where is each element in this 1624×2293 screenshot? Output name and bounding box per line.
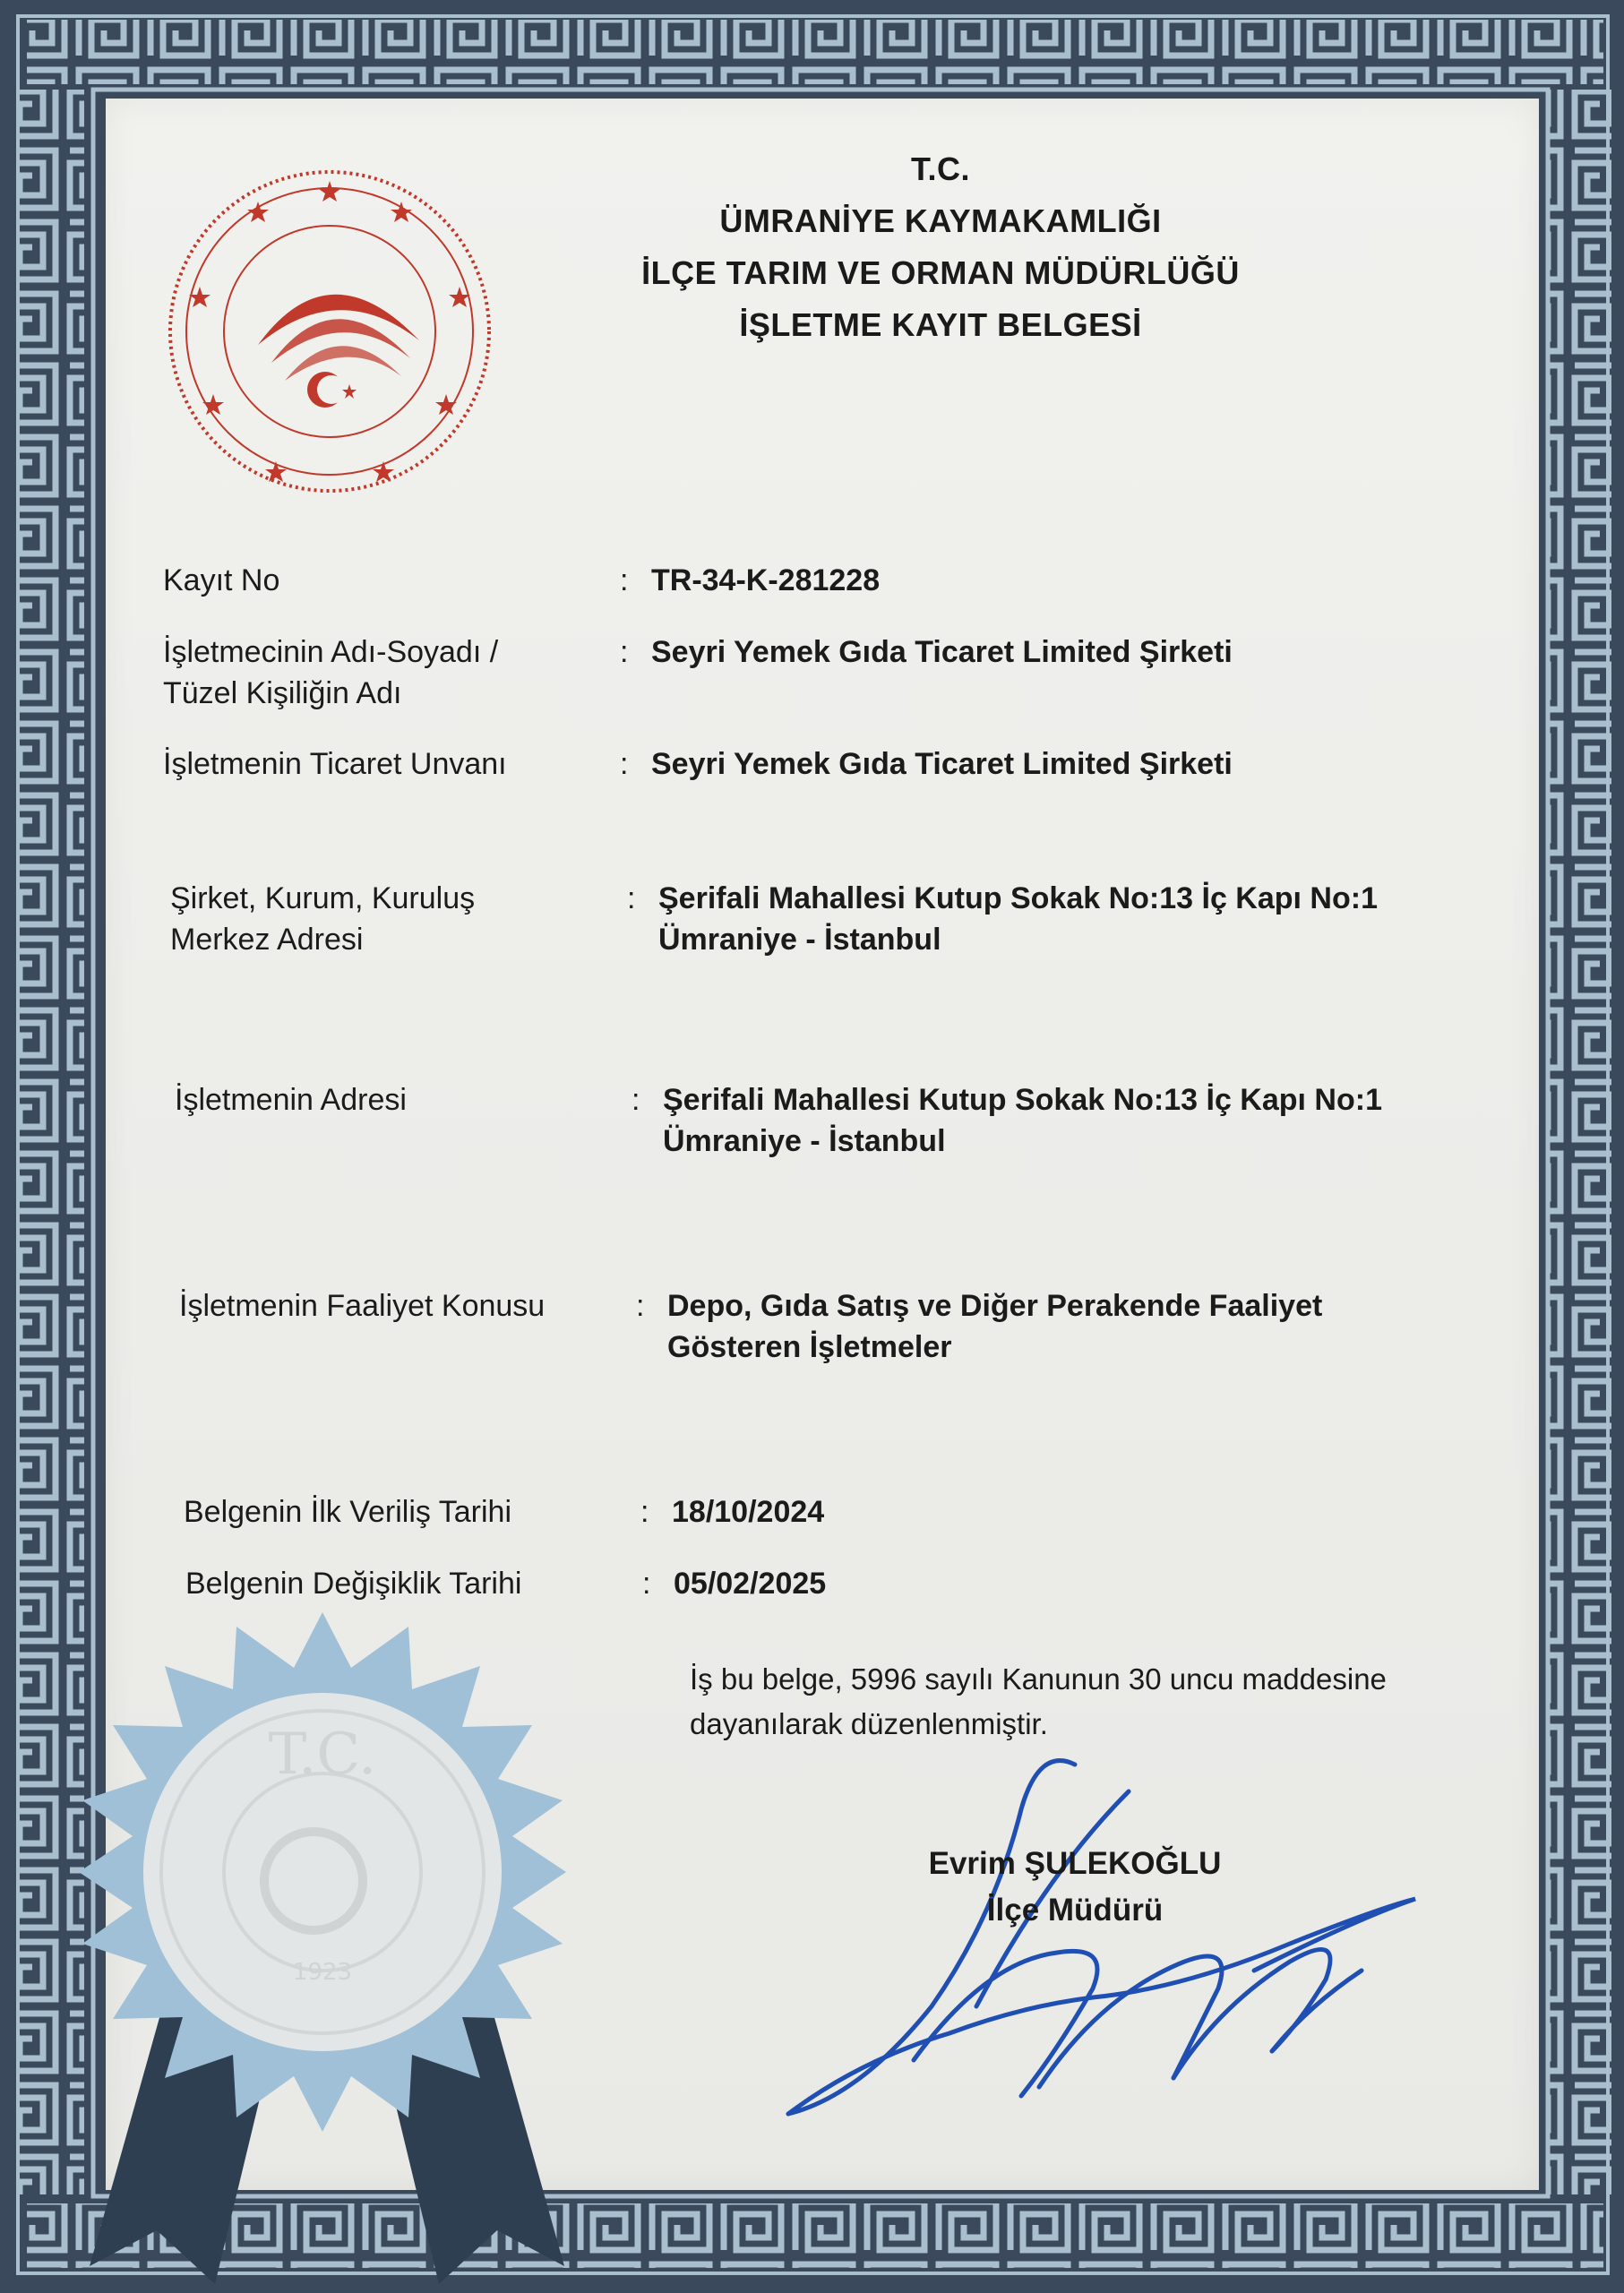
field-label: İşletmecinin Adı-Soyadı / Tüzel Kişiliğin Adı — [163, 635, 499, 710]
field-colon: : — [640, 1495, 649, 1529]
field-colon: : — [636, 1289, 645, 1323]
field-label: İşletmenin Faaliyet Konusu — [179, 1289, 546, 1323]
field-value: Depo, Gıda Satış ve Diğer Perakende Faaliyet Gösteren İşletmeler — [667, 1289, 1323, 1364]
seal-tc-text: T.C. — [268, 1722, 377, 1788]
field-value: Seyri Yemek Gıda Ticaret Limited Şirketi — [651, 635, 1233, 669]
field-label: Kayıt No — [163, 563, 280, 597]
ministry-emblem-icon — [159, 161, 500, 502]
signer-name: Evrim ŞULEKOĞLU — [928, 1846, 1222, 1881]
field-label: Belgenin İlk Veriliş Tarihi — [184, 1495, 511, 1529]
field-colon: : — [632, 1083, 640, 1117]
header-document-title: İŞLETME KAYIT BELGESİ — [739, 306, 1142, 343]
field-value: 05/02/2025 — [674, 1567, 827, 1601]
field-label: İşletmenin Adresi — [175, 1083, 407, 1117]
field-colon: : — [627, 881, 636, 915]
seal-year-text: 1923 — [292, 1959, 353, 1986]
signature-icon — [752, 1738, 1451, 2150]
field-value: Şerifali Mahallesi Kutup Sokak No:13 İç Kapı No:1 Ümraniye - İstanbul — [658, 881, 1378, 957]
document-header — [537, 143, 1344, 351]
field-value: Şerifali Mahallesi Kutup Sokak No:13 İç Kapı No:1 Ümraniye - İstanbul — [663, 1083, 1382, 1158]
header-tc: T.C. — [910, 150, 970, 187]
field-value: 18/10/2024 — [672, 1495, 825, 1529]
field-label: Belgenin Değişiklik Tarihi — [185, 1567, 522, 1601]
field-colon: : — [620, 747, 629, 781]
header-mudurluk: İLÇE TARIM VE ORMAN MÜDÜRLÜĞÜ — [641, 254, 1240, 291]
field-value: TR-34-K-281228 — [651, 563, 881, 597]
legal-notice: İş bu belge, 5996 sayılı Kanunun 30 uncu maddesine dayanılarak düzenlenmiştir. — [690, 1662, 1387, 1740]
embossed-seal-icon — [54, 1603, 609, 2293]
signer-block — [869, 1841, 1281, 1934]
field-value: Seyri Yemek Gıda Ticaret Limited Şirketi — [651, 747, 1233, 781]
header-kaymakamlik: ÜMRANİYE KAYMAKAMLIĞI — [719, 202, 1162, 239]
field-label: İşletmenin Ticaret Unvanı — [163, 747, 507, 781]
field-colon: : — [620, 635, 629, 669]
field-colon: : — [620, 563, 629, 597]
field-label: Şirket, Kurum, Kuruluş Merkez Adresi — [170, 881, 476, 957]
signer-title: İlçe Müdürü — [986, 1893, 1164, 1928]
field-colon: : — [642, 1567, 651, 1601]
